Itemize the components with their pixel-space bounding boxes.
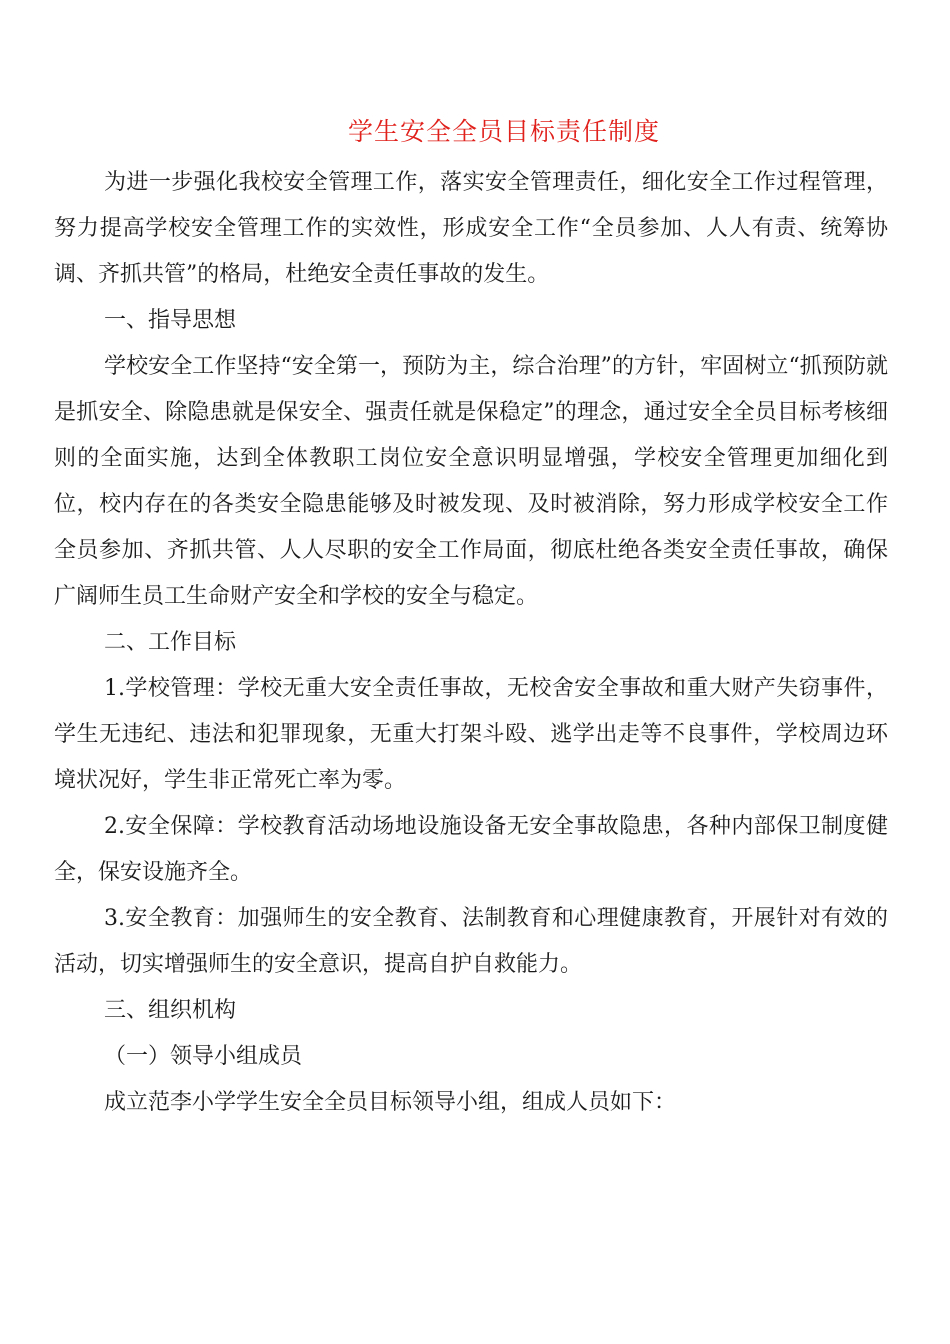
section-1-heading: 一、指导思想 xyxy=(104,308,237,333)
section-2-item-3: 3.安全教育：加强师生的安全教育、法制教育和心理健康教育，开展针对有效的活动，切实增强师生的安全意识，提高自护自救能力。 xyxy=(54,906,888,977)
section-3-heading: 三、组织机构 xyxy=(104,998,237,1023)
intro-paragraph: 为进一步强化我校安全管理工作，落实安全管理责任，细化安全工作过程管理，努力提高学校安全管理工作的实效性，形成安全工作“全员参加、人人有责、统筹协调、齐抓共管”的格局，杜绝安全责任事故的发生。 xyxy=(54,170,888,287)
section-2-heading: 二、工作目标 xyxy=(104,630,237,655)
section-3-subheading: （一）领导小组成员 xyxy=(104,1044,303,1069)
section-2-item-2: 2.安全保障：学校教育活动场地设施设备无安全事故隐患，各种内部保卫制度健全，保安设施齐全。 xyxy=(54,814,888,885)
section-3-paragraph: 成立范李小学学生安全全员目标领导小组，组成人员如下： xyxy=(104,1090,677,1115)
section-1-paragraph: 学校安全工作坚持“安全第一，预防为主，综合治理”的方针，牢固树立“抓预防就是抓安全、除隐患就是保安全、强责任就是保稳定”的理念，通过安全全员目标考核细则的全面实施，达到全体教职工岗位安全意识明显增强，学校安全管理更加细化到位，校内存在的各类安全隐患能够及时被发现、及时被消除，努力形成学校安全工作全员参加、齐抓共管、人人尽职的安全工作局面，彻底杜绝各类安全责任事故，确保广阔师生员工生命财产安全和学校的安全与稳定。 xyxy=(54,354,888,609)
document-body xyxy=(54,160,888,1126)
document-title: 学生安全全员目标责任制度 xyxy=(347,117,660,146)
section-2-item-1: 1.学校管理：学校无重大安全责任事故，无校舍安全事故和重大财产失窃事件，学生无违纪、违法和犯罪现象，无重大打架斗殴、逃学出走等不良事件，学校周边环境状况好，学生非正常死亡率为零。 xyxy=(54,676,888,793)
